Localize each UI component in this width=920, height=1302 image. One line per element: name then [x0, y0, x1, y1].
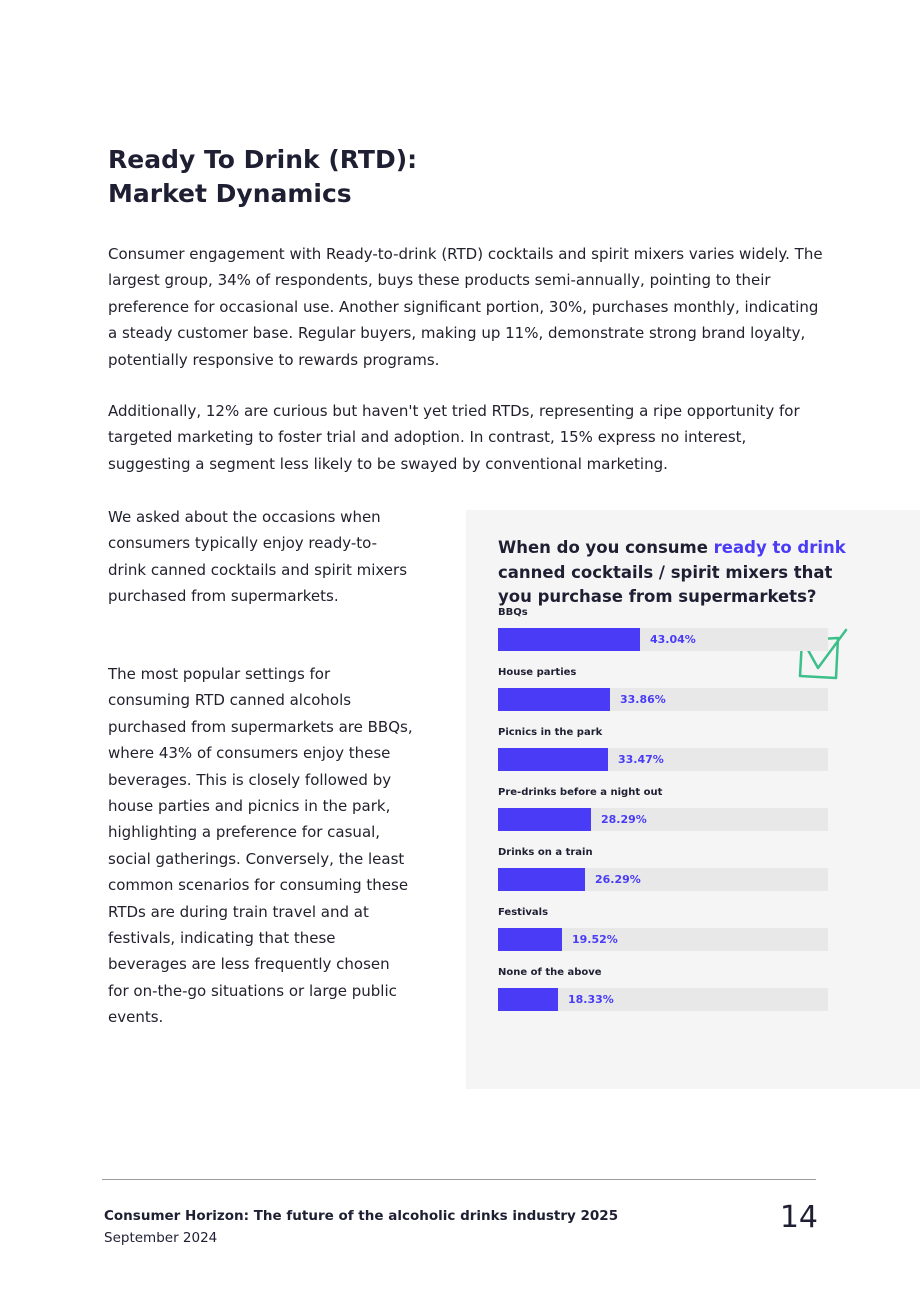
bar-value-label: 43.04% [650, 633, 696, 646]
chart-title-highlight: ready to drink [713, 538, 846, 557]
intro-paragraph-1: Consumer engagement with Ready-to-drink (RTD) cocktails and spirit mixers varies widely. The largest group, 34% of respondents, buys these products semi-annually, pointing to their preference for occasional use. Another significant portion, 30%, purchases monthly, indicating a steady customer base. Regular buyers, making up 11%, demonstrate strong brand loyalty, potentially responsive to rewards programs. [108, 245, 823, 369]
bar-label: Festivals [498, 907, 549, 918]
bar-track [498, 928, 828, 951]
bar [498, 688, 610, 711]
page-title [108, 143, 417, 211]
bar-track [498, 628, 828, 651]
bar-label: Drinks on a train [498, 847, 593, 858]
bar [498, 748, 608, 771]
sidebar-paragraph-2: The most popular settings for consuming RTD canned alcohols purchased from supermarkets are BBQs, where 43% of consumers enjoy these beverages. This is closely followed by house parties and picnics in the park, highlighting a preference for casual, social gatherings. Conversely, the least common scenarios for consuming these RTDs are during train travel and at festivals, indicating that these beverages are less frequently chosen for on-the-go situations or large public events. [108, 665, 413, 1027]
bar-track [498, 868, 828, 891]
bar-label: House parties [498, 667, 577, 678]
page-title-line-2: Market Dynamics [108, 179, 352, 208]
bar-track [498, 808, 828, 831]
chart-panel [466, 510, 920, 1089]
bar-value-label: 28.29% [601, 813, 647, 826]
bar [498, 928, 562, 951]
bar-track [498, 688, 828, 711]
bar-track [498, 988, 828, 1011]
bar-value-label: 19.52% [572, 933, 618, 946]
bar-label: None of the above [498, 967, 602, 978]
chart-title-before: When do you consume [498, 538, 714, 557]
bar-track [498, 748, 828, 771]
chart-title-after: canned cocktails / spirit mixers that you purchase from supermarkets? [498, 562, 833, 606]
bar-label: BBQs [498, 607, 528, 618]
chart-title [498, 536, 858, 610]
bar-value-label: 18.33% [568, 993, 614, 1006]
intro-paragraph-2: Additionally, 12% are curious but haven't yet tried RTDs, representing a ripe opportunity for targeted marketing to foster trial and adoption. In contrast, 15% express no interest, suggesting a segment less likely to be swayed by conventional marketing. [108, 402, 800, 473]
page-title-line-1: Ready To Drink (RTD): [108, 145, 418, 174]
footer-date: September 2024 [104, 1230, 218, 1246]
bar-value-label: 33.86% [620, 693, 666, 706]
bar [498, 808, 591, 831]
bar-label: Pre-drinks before a night out [498, 787, 663, 798]
bar-value-label: 33.47% [618, 753, 664, 766]
sidebar-paragraph-1: We asked about the occasions when consumers typically enjoy ready-to-drink canned cocktails and spirit mixers purchased from supermarkets. [108, 508, 408, 606]
page-number: 14 [779, 1200, 818, 1235]
bar-value-label: 26.29% [595, 873, 641, 886]
bar [498, 628, 640, 651]
footer-report-title: Consumer Horizon: The future of the alcoholic drinks industry 2025 [104, 1208, 619, 1224]
footer-divider [102, 1179, 816, 1180]
bar [498, 868, 585, 891]
bar [498, 988, 558, 1011]
bar-label: Picnics in the park [498, 727, 603, 738]
